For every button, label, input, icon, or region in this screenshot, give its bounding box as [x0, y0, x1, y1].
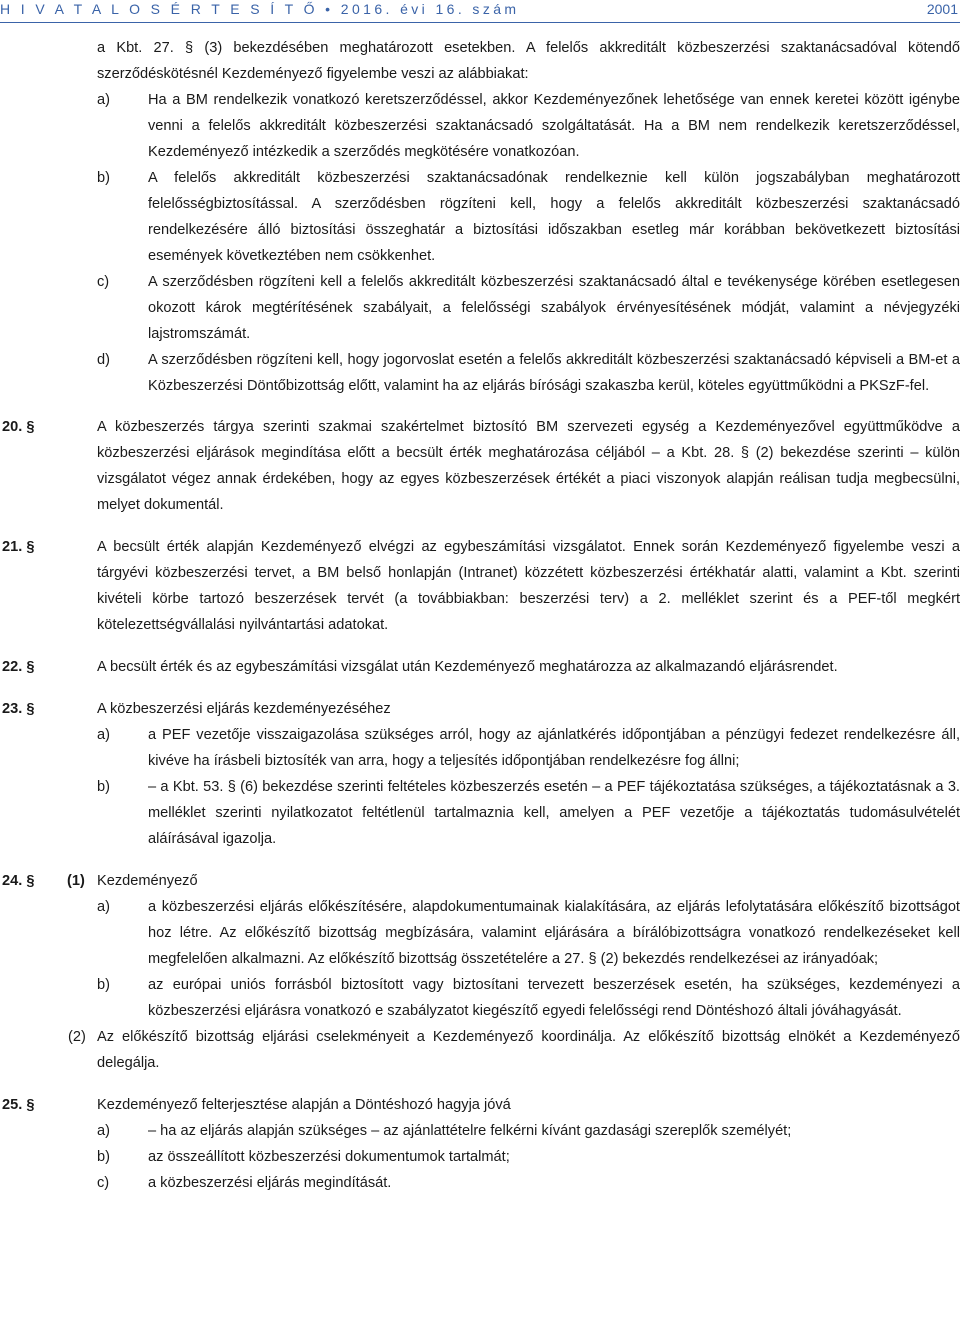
- section-number: 21. §: [2, 539, 35, 555]
- list-item-text: az európai uniós forrásból biztosított vagy biztosítani tervezett beszerzések esetén, ha szükséges, kezdeményezi a közbeszerzési eljárásra vonatkozó e szabályzatot kiegészítő egyedi felelősségi rend Döntéshozó általi jóváhagyását.: [148, 977, 960, 1019]
- list-item-text: – a Kbt. 53. § (6) bekezdése szerinti feltételes közbeszerzés esetén – a PEF tájékoztatása szükséges, a tájékoztatásnak a 3. melléklet szerinti nyilatkozatot feltétlenül tartalmaznia kell, amelyen a PEF vezetője a tájékoztatás tudomásulvételét aláírásával igazolja.: [148, 779, 960, 847]
- section-20: [0, 414, 960, 518]
- paragraph-number: (1): [67, 873, 85, 889]
- list-item-label: b): [97, 1149, 110, 1165]
- list-item-text: az összeállított közbeszerzési dokumentumok tartalmát;: [148, 1149, 510, 1165]
- list-item: [0, 894, 960, 972]
- list-item: [0, 972, 960, 1024]
- section-22: [0, 654, 960, 680]
- section-number: 25. §: [2, 1097, 35, 1113]
- header-divider: [0, 22, 960, 23]
- list-item-text: Ha a BM rendelkezik vonatkozó keretszerződéssel, akkor Kezdeményezőnek lehetősége van ennek keretei között igénybe venni a felelős akkreditált közbeszerzési szaktanácsadó szolgáltatását. Ha a BM nem rendelkezik keretszerződéssel, Kezdeményező intézkedik a szerződés megkötésére vonatkozóan.: [148, 92, 960, 160]
- intro-paragraph: a Kbt. 27. § (3) bekezdésében meghatározott esetekben. A felelős akkreditált közbeszerzési szaktanácsadóval kötendő szerződéskötésnél Kezdeményező figyelembe veszi az alábbiakat:: [97, 40, 960, 82]
- list-item-label: c): [97, 274, 110, 290]
- paragraph-2: [0, 1024, 960, 1076]
- journal-title: H I V A T A L O S É R T E S Í T Ő • 2016. évi 16. szám: [0, 1, 520, 17]
- list-item: [0, 774, 960, 852]
- section-23: [0, 696, 960, 722]
- paragraph-title: Kezdeményező: [97, 873, 198, 889]
- section-title: A közbeszerzési eljárás kezdeményezéséhez: [97, 701, 391, 717]
- list-item-text: a közbeszerzési eljárás előkészítésére, alapdokumentumainak kialakítására, az eljárás lefolytatására előkészítő bizottságot hoz létre. Az előkészítő bizottság megbízására, valamint eljárására a bírálóbizottságra vonatkozó rendelkezéseket kell megfelelően alkalmazni. Az előkészítő bizottság összetételére a 27. § (2) bekezdés rendelkezései az irányadóak;: [148, 899, 960, 967]
- list-item-label: b): [97, 779, 110, 795]
- list-item: [0, 1170, 960, 1196]
- list-item-text: A szerződésben rögzíteni kell, hogy jogorvoslat esetén a felelős akkreditált közbeszerzési szaktanácsadó képviseli a BM-et a Közbeszerzési Döntőbizottság előtt, valamint ha az eljárás bírósági szakaszba kerül, köteles együttműködni a PKSzF-fel.: [148, 352, 960, 394]
- list-item-text: a PEF vezetője visszaigazolása szükséges arról, hogy az ajánlatkérés időpontjában a pénzügyi fedezet rendelkezésre áll, kivéve ha írásbeli biztosíték van arra, hogy a teljesítés időpontjában rendelkezésre fog állni;: [148, 727, 960, 769]
- section-21: [0, 534, 960, 638]
- section-number: 24. §: [2, 873, 35, 889]
- page-number: 2001: [926, 1, 958, 17]
- list-item-label: a): [97, 727, 110, 743]
- list-item-label: a): [97, 92, 110, 108]
- list-item-label: a): [97, 899, 110, 915]
- list-item: [0, 165, 960, 269]
- list-item-text: a közbeszerzési eljárás megindítását.: [148, 1175, 392, 1191]
- list-item: [0, 87, 960, 165]
- section-number: 23. §: [2, 701, 35, 717]
- section-text: A becsült érték alapján Kezdeményező elvégzi az egybeszámítási vizsgálatot. Ennek során Kezdeményező figyelembe veszi a tárgyévi közbeszerzési tervet, a BM belső honlapján (Intranet) közzétett közbeszerzési értékhatár alatti, valamint a Kbt. szerinti kivételi körbe tartozó beszerzések tervét (a továbbiakban: beszerzési terv) a 2. melléklet szerint és a PEF-től megkért kötelezettségvállalási nyilvántartási adatokat.: [97, 539, 960, 633]
- document-body: [0, 35, 960, 1196]
- list-item-label: c): [97, 1175, 110, 1191]
- section-title: Kezdeményező felterjesztése alapján a Döntéshozó hagyja jóvá: [97, 1097, 511, 1113]
- page-header: [0, 0, 960, 22]
- list-item-text: A szerződésben rögzíteni kell a felelős akkreditált közbeszerzési szaktanácsadó által e tevékenysége körében esetlegesen okozott károk megtérítésének szabályait, a felelősségi szabályok érvényesítésének módját, valamint a névjegyzéki lajstromszámát.: [148, 274, 960, 342]
- section-text: A becsült érték és az egybeszámítási vizsgálat után Kezdeményező meghatározza az alkalmazandó eljárásrendet.: [97, 659, 838, 675]
- list-item-label: a): [97, 1123, 110, 1139]
- list-item-text: – ha az eljárás alapján szükséges – az ajánlattételre felkérni kívánt gazdasági szereplők személyét;: [148, 1123, 792, 1139]
- paragraph-1: [67, 868, 960, 894]
- list-item: [0, 347, 960, 399]
- list-item-label: d): [97, 352, 110, 368]
- list-item-text: A felelős akkreditált közbeszerzési szaktanácsadónak rendelkeznie kell külön jogszabályban meghatározott felelősségbiztosítással. A szerződésben rögzíteni kell, hogy a felelős akkreditált közbeszerzési szaktanácsadó rendelkezésére álló biztosítási összeghatár a biztosítási időszakban esetleg már korábban bekövetkezett biztosítási események következtében nem csökkenhet.: [148, 170, 960, 264]
- list-item-label: b): [97, 170, 110, 186]
- section-number: 20. §: [2, 419, 35, 435]
- list-item: [0, 722, 960, 774]
- list-item: [0, 1118, 960, 1144]
- section-text: A közbeszerzés tárgya szerinti szakmai szakértelmet biztosító BM szervezeti egység a Kezdeményezővel együttműködve a közbeszerzési eljárások megindítása előtt a becsült érték meghatározása céljából – a Kbt. 28. § (2) bekezdése szerinti – külön vizsgálatot végez annak érdekében, hogy az egyes közbeszerzések értékét a piaci viszonyok alapján reálisan tudja megbecsülni, melyet dokumentál.: [97, 419, 960, 513]
- section-25: [0, 1092, 960, 1118]
- paragraph-text: Az előkészítő bizottság eljárási cselekményeit a Kezdeményező koordinálja. Az előkészítő bizottság elnökét a Kezdeményező delegálja.: [97, 1029, 960, 1071]
- section-number: 22. §: [2, 659, 35, 675]
- list-item: [0, 269, 960, 347]
- list-item: [0, 1144, 960, 1170]
- section-24: [0, 868, 960, 894]
- paragraph-number: (2): [68, 1029, 86, 1045]
- list-item-label: b): [97, 977, 110, 993]
